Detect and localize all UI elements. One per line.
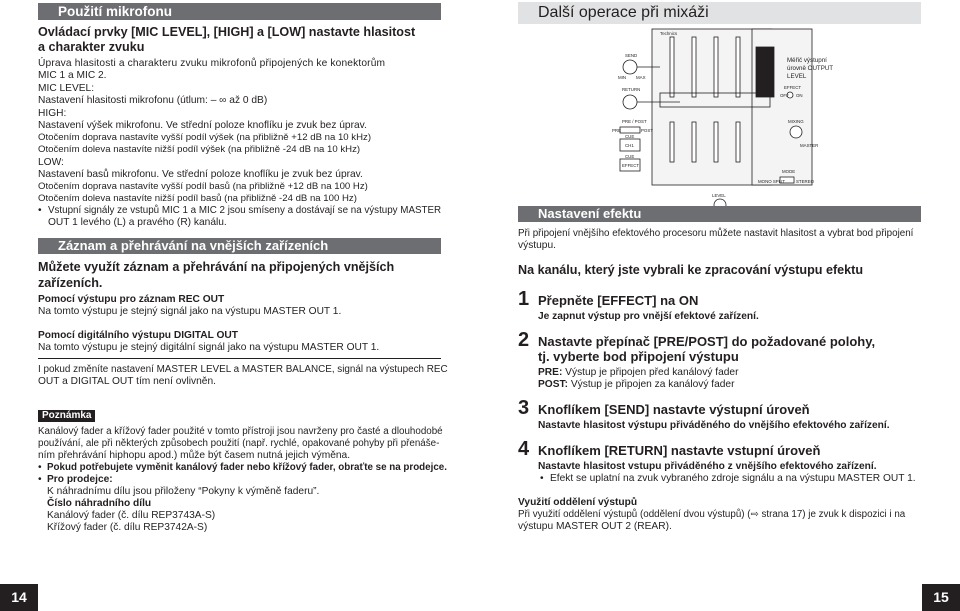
mic-title-line1: Ovládací prvky [MIC LEVEL], [HIGH] a [LOW] nastavte hlasitost (38, 25, 416, 39)
rec-out-text: Na tomto výstupu je stejný signál jako na výstupu MASTER OUT 1. (38, 306, 342, 317)
meter-caption-1: Měřič výstupní (787, 57, 827, 64)
diagram-off-label: OFF (780, 93, 789, 98)
poznamka-bullet1: Pokud potřebujete vyměnit kanálový fader nebo křížový fader, obraťte se na prodejce. (47, 462, 447, 473)
mic-level-label: MIC LEVEL: (38, 83, 95, 94)
low-label: LOW: (38, 157, 64, 168)
step1-title: Přepněte [EFFECT] na ON (538, 293, 699, 308)
high-text-1: Nastavení výšek mikrofonu. Ve střední poloze knoflíku je zvuk bez úprav. (38, 120, 367, 131)
step2-post-line (538, 379, 735, 391)
diagram-return-label: RETURN (622, 87, 641, 92)
separation-line1: Při využití oddělení výstupů (oddělení dvou výstupů) (⇨ strana 17) je zvuk k dispozici i na (518, 509, 906, 520)
diagram-brand-label: Technics (660, 31, 678, 36)
low-text-2: Otočením doprava nastavíte vyšší podíl basů (na přibližně +12 dB na 100 Hz) (38, 181, 368, 192)
step2-pre-text: Výstup je připojen před kanálový fader (562, 367, 739, 378)
divider (38, 358, 441, 359)
step4-bullet: Efekt se uplatní na zvuk vybraného zdroje signálu a na výstupu MASTER OUT 1. (550, 473, 916, 484)
fader-track-7 (714, 122, 718, 162)
part-number-1: Kanálový fader (č. dílu REP3743A-S) (47, 510, 216, 521)
mic-bullet-line1: Vstupní signály ze vstupů MIC 1 a MIC 2 jsou smíseny a dostávají se na výstupy MASTER (48, 205, 442, 216)
bullet-dot: • (38, 462, 42, 473)
mic-intro-line1: Úprava hlasitosti a charakteru zvuku mikrofonů připojených ke konektorům (38, 58, 386, 69)
part-number-2: Křížový fader (č. dílu REP3742A-S) (47, 522, 208, 533)
page-number-left: 14 (0, 584, 38, 611)
rec-out-label: Pomocí výstupu pro záznam REC OUT (38, 294, 225, 305)
step2-title-line2: tj. vyberte bod připojení výstupu (538, 349, 739, 364)
step4-title: Knoflíkem [RETURN] nastavte vstupní úroveň (538, 443, 821, 458)
fader-track-2 (692, 37, 696, 97)
diagram-cue2-label: CUE (625, 154, 635, 159)
page-number-right: 15 (922, 584, 960, 611)
bullet-dot: • (38, 205, 42, 216)
mic-title-line2: a charakter zvuku (38, 40, 145, 54)
note-line1: I pokud změníte nastavení MASTER LEVEL a MASTER BALANCE, signál na výstupech REC (38, 364, 448, 375)
diagram-level-label: LEVEL (712, 193, 726, 198)
diagram-prepost-label: PRE / POST (622, 119, 647, 124)
diagram-send-label: SEND (625, 53, 638, 58)
poznamka-tag: Poznámka (38, 410, 95, 422)
level-meter (756, 47, 774, 97)
diagram-effect-switch-label: EFFECT (784, 85, 802, 90)
diagram-min-label: MIN (618, 75, 627, 80)
note-line2: OUT a DIGITAL OUT tím není ovlivněn. (38, 376, 216, 387)
high-text-2: Otočením doprava nastavíte vyšší podíl výšek (na přibližně +12 dB na 10 kHz) (38, 132, 372, 143)
diagram-effect-label: EFFECT (622, 163, 640, 168)
right-section-header: Další operace při mixáži (518, 2, 921, 24)
diagram-mixing-label: MIXING (788, 119, 804, 124)
part-number-label: Číslo náhradního dílu (47, 498, 152, 509)
send-knob (623, 60, 637, 74)
step2-number: 2 (518, 329, 530, 351)
effect-intro-line1: Při připojení vnějšího efektového procesoru můžete nastavit hlasitost a vybrat bod připojení (518, 228, 914, 239)
diagram-stereo-label: STEREO (796, 179, 815, 184)
mic-level-text: Nastavení hlasitosti mikrofonu (útlum: – ∞ až 0 dB) (38, 95, 268, 106)
step3-title: Knoflíkem [SEND] nastavte výstupní úroveň (538, 402, 810, 417)
step3-subtext: Nastavte hlasitost výstupu přiváděného do vnějšího efektového zařízení. (538, 420, 890, 431)
poznamka-line1: Kanálový fader a křížový fader použité v tomto přístroji jsou navrženy pro časté a dlouhodobé (38, 426, 443, 437)
diagram-pre-label: PRE (612, 128, 622, 133)
step1-number: 1 (518, 288, 530, 310)
step2-pre-label: PRE: (538, 367, 563, 378)
step1-subtext: Je zapnut výstup pro vnější efektové zařízení. (538, 311, 759, 322)
diagram-master-label: MASTER (800, 143, 819, 148)
section2-bar: Záznam a přehrávání na vnějších zařízeních (38, 238, 441, 254)
bullet-dot: • (38, 474, 42, 485)
high-label: HIGH: (38, 108, 67, 119)
low-text-3: Otočením doleva nastavíte nižší podíl basů (na přibližně -24 dB na 100 Hz) (38, 193, 357, 204)
diagram-post-label: POST (641, 128, 653, 133)
step3-number: 3 (518, 397, 530, 419)
diagram-max-label: MAX (636, 75, 646, 80)
high-text-3: Otočením doleva nastavíte nižší podíl výšek (na přibližně -24 dB na 10 kHz) (38, 144, 361, 155)
meter-caption-2: úrovně OUTPUT (787, 65, 834, 72)
section2-title-line2: zařízeních. (38, 276, 103, 290)
mic-intro-line2: MIC 1 a MIC 2. (38, 70, 107, 81)
section2-title-line1: Můžete využít záznam a přehrávání na připojených vnějších (38, 260, 395, 274)
low-text-1: Nastavení basů mikrofonu. Ve střední poloze knoflíku je zvuk bez úprav. (38, 169, 363, 180)
diagram-ch1-label: CH1 (625, 143, 634, 148)
effect-section-bar: Nastavení efektu (518, 206, 921, 222)
poznamka-line3: ním přehrávání hiphopu apod.) může být časem nutná jejich výměna. (38, 450, 351, 461)
poznamka-bullet2-text: K náhradnímu dílu jsou přiloženy “Pokyny k výměně faderu”. (47, 486, 320, 497)
fader-track-4 (736, 37, 740, 97)
step2-pre-line (538, 367, 738, 379)
step4-number: 4 (518, 438, 530, 460)
diagram-on-label: ON (796, 93, 803, 98)
fader-track-1 (670, 37, 674, 97)
mic-bullet-line2: OUT 1 levého (L) a pravého (R) kanálu. (48, 217, 227, 228)
poznamka-line2: používání, ale při některých způsobech použití (např. rychlé, opakované pohyby při přenáše- (38, 438, 440, 449)
return-knob (623, 95, 637, 109)
left-section-header: Použití mikrofonu (38, 3, 441, 20)
diagram-mode-label: MODE (782, 169, 796, 174)
digital-out-label: Pomocí digitálního výstupu DIGITAL OUT (38, 330, 238, 341)
step4-subtext: Nastavte hlasitost vstupu přiváděného z vnějšího efektového zařízení. (538, 461, 877, 472)
diagram-monosplit-label: MONO SPLIT (758, 179, 786, 184)
meter-caption-3: LEVEL (787, 73, 807, 80)
poznamka-bullet2: Pro prodejce: (47, 474, 113, 485)
separation-label: Využití oddělení výstupů (518, 497, 638, 508)
separation-line2: výstupu MASTER OUT 2 (REAR). (518, 521, 672, 532)
fader-track-8 (736, 122, 740, 162)
digital-out-text: Na tomto výstupu je stejný digitální signál jako na výstupu MASTER OUT 1. (38, 342, 380, 353)
pre-post-switch (620, 127, 640, 133)
mixer-diagram (600, 27, 860, 207)
channel-title: Na kanálu, který jste vybrali ke zpracování výstupu efektu (518, 263, 864, 277)
step2-post-text: Výstup je připojen za kanálový fader (568, 379, 735, 390)
effect-intro-line2: výstupu. (518, 240, 556, 251)
fader-track-6 (692, 122, 696, 162)
mixing-knob (790, 126, 802, 138)
fader-track-3 (714, 37, 718, 97)
step2-post-label: POST: (538, 379, 568, 390)
step2-title-line1: Nastavte přepínač [PRE/POST] do požadované polohy, (538, 334, 876, 349)
bullet-dot: • (540, 473, 544, 484)
fader-track-5 (670, 122, 674, 162)
diagram-cue-label: CUE (625, 134, 635, 139)
